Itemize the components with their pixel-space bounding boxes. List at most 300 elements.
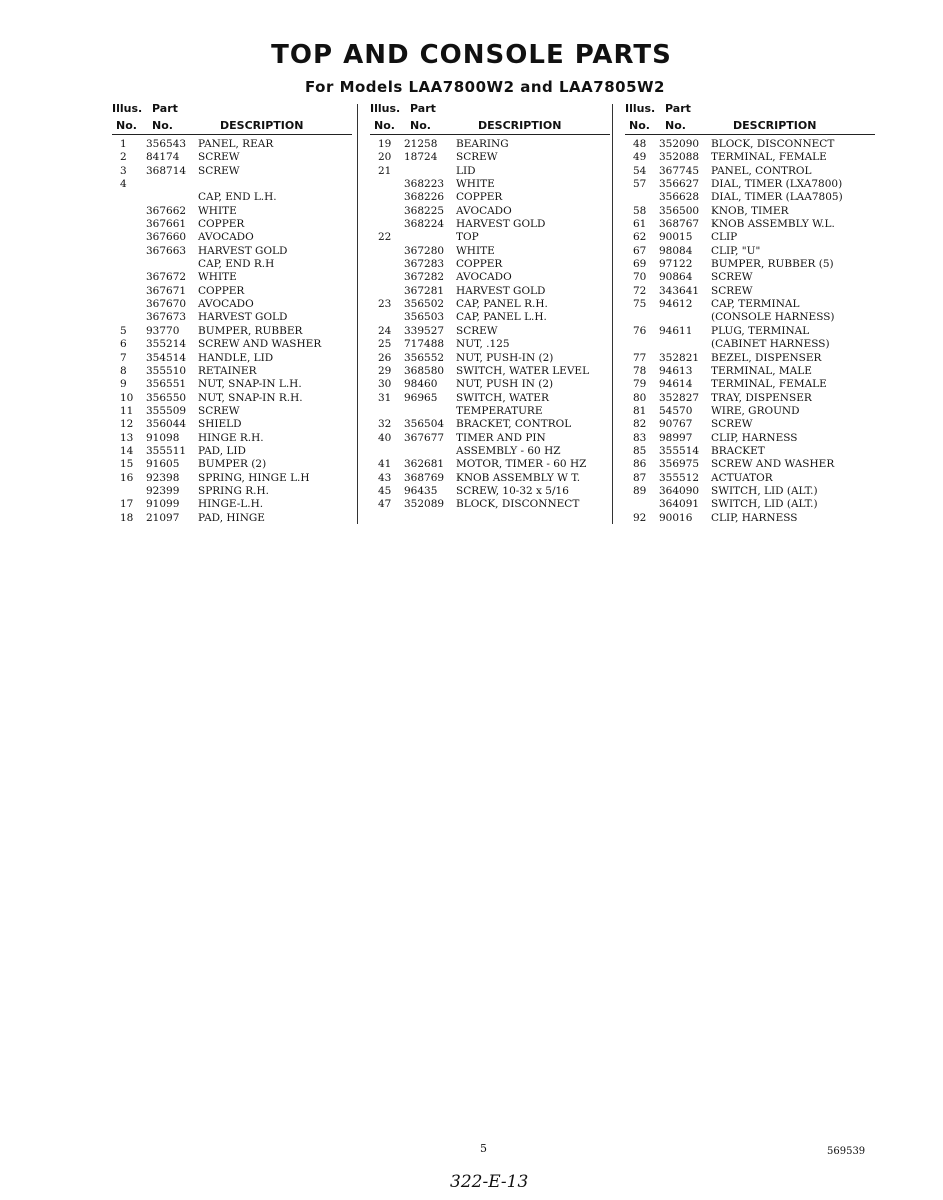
part-number: 90864 xyxy=(659,271,693,284)
part-number: 367660 xyxy=(146,231,187,244)
illus-number: 77 xyxy=(633,351,647,364)
column-divider xyxy=(357,104,358,524)
parts-row xyxy=(370,392,610,405)
part-number: 354514 xyxy=(146,351,187,364)
illus-number: 24 xyxy=(378,324,392,337)
part-description: KNOB, TIMER xyxy=(711,204,789,217)
parts-row xyxy=(370,445,610,458)
part-description: BEARING xyxy=(456,138,509,150)
part-description: SCREW xyxy=(711,418,753,431)
parts-row xyxy=(625,498,875,511)
part-number: 352821 xyxy=(659,351,700,364)
parts-row xyxy=(625,445,875,458)
part-description: NUT, PUSH IN (2) xyxy=(456,378,554,391)
part-description: ACTUATOR xyxy=(711,471,773,484)
parts-row xyxy=(112,271,352,284)
part-description: HARVEST GOLD xyxy=(198,244,288,257)
part-description: PLUG, TERMINAL xyxy=(711,324,810,337)
part-description: BLOCK, DISCONNECT xyxy=(711,138,835,150)
header-description: DESCRIPTION xyxy=(220,119,304,132)
parts-row xyxy=(370,365,610,378)
illus-number: 41 xyxy=(378,458,392,471)
parts-row xyxy=(370,498,610,511)
parts-row xyxy=(112,258,352,271)
header-no: No. xyxy=(374,119,395,132)
part-description: KNOB ASSEMBLY W.L. xyxy=(711,218,835,231)
parts-row xyxy=(370,245,610,258)
part-description: CAP, PANEL R.H. xyxy=(456,298,548,311)
illus-number: 79 xyxy=(633,378,647,391)
part-number: 356550 xyxy=(146,391,187,404)
parts-row xyxy=(370,485,610,498)
part-number: 94613 xyxy=(659,364,693,377)
header-description: DESCRIPTION xyxy=(733,119,817,132)
part-number: 18724 xyxy=(404,151,438,164)
part-description: RETAINER xyxy=(198,364,257,377)
illus-number: 32 xyxy=(378,418,392,431)
part-description: SCREW AND WASHER xyxy=(711,458,835,471)
part-number: 368714 xyxy=(146,164,187,177)
illus-number: 40 xyxy=(378,431,392,444)
part-number: 356503 xyxy=(404,311,445,324)
parts-row xyxy=(112,432,352,445)
part-number: 84174 xyxy=(146,151,180,164)
part-description: NUT, SNAP-IN R.H. xyxy=(198,391,303,404)
illus-number: 19 xyxy=(378,138,392,150)
illus-number: 16 xyxy=(120,471,134,484)
part-description: PAD, HINGE xyxy=(198,511,265,524)
part-number: 367677 xyxy=(404,431,445,444)
part-description: HINGE-L.H. xyxy=(198,498,264,511)
part-description: ASSEMBLY - 60 HZ xyxy=(456,444,561,457)
parts-row xyxy=(112,311,352,324)
header-part-no: No. xyxy=(665,119,686,132)
illus-number: 78 xyxy=(633,364,647,377)
part-number: 343641 xyxy=(659,284,700,297)
part-number: 98084 xyxy=(659,244,693,257)
parts-row xyxy=(112,352,352,365)
part-description: LID xyxy=(456,164,476,177)
part-description: WHITE xyxy=(456,178,495,191)
parts-row xyxy=(625,191,875,204)
parts-row xyxy=(370,258,610,271)
parts-row xyxy=(370,165,610,178)
header-part-no: No. xyxy=(152,119,173,132)
illus-number: 47 xyxy=(378,498,392,511)
part-number: 94612 xyxy=(659,298,693,311)
part-number: 21097 xyxy=(146,511,180,524)
illus-number: 54 xyxy=(633,164,647,177)
part-number: 339527 xyxy=(404,324,445,337)
illus-number: 57 xyxy=(633,178,647,191)
part-description: DIAL, TIMER (LXA7800) xyxy=(711,178,843,191)
parts-row xyxy=(370,352,610,365)
part-description: TRAY, DISPENSER xyxy=(711,391,812,404)
parts-row xyxy=(112,325,352,338)
illus-number: 2 xyxy=(120,151,127,164)
part-number: 54570 xyxy=(659,404,693,417)
part-description: COPPER xyxy=(456,258,503,271)
part-number: 90016 xyxy=(659,511,693,524)
part-description: BRACKET, CONTROL xyxy=(456,418,572,431)
header-no: No. xyxy=(629,119,650,132)
illus-number: 15 xyxy=(120,458,134,471)
part-number: 355514 xyxy=(659,444,700,457)
parts-row xyxy=(370,178,610,191)
illus-number: 13 xyxy=(120,431,134,444)
part-number: 97122 xyxy=(659,258,693,271)
part-description: TIMER AND PIN xyxy=(456,431,546,444)
part-description: NUT, SNAP-IN L.H. xyxy=(198,378,302,391)
illus-number: 89 xyxy=(633,484,647,497)
part-number: 362681 xyxy=(404,458,445,471)
part-description: CAP, END L.H. xyxy=(198,191,277,204)
part-description: CLIP, "U" xyxy=(711,244,761,257)
part-description: BEZEL, DISPENSER xyxy=(711,351,822,364)
part-number: 96435 xyxy=(404,484,438,497)
part-number: 356627 xyxy=(659,178,700,191)
part-number: 352088 xyxy=(659,151,700,164)
part-description: SCREW xyxy=(198,151,240,164)
part-description: HARVEST GOLD xyxy=(198,311,288,324)
part-number: 367745 xyxy=(659,164,700,177)
parts-row xyxy=(112,365,352,378)
part-description: KNOB ASSEMBLY W T. xyxy=(456,471,581,484)
parts-row xyxy=(112,138,352,151)
part-description: DIAL, TIMER (LAA7805) xyxy=(711,191,843,204)
part-number: 91098 xyxy=(146,431,180,444)
parts-row xyxy=(112,472,352,485)
part-description: PANEL, CONTROL xyxy=(711,164,812,177)
header-part: Part xyxy=(410,102,436,115)
part-number: 356551 xyxy=(146,378,187,391)
part-description: CAP, END R.H xyxy=(198,258,275,271)
part-number: 717488 xyxy=(404,338,445,351)
parts-row xyxy=(112,498,352,511)
part-number: 94611 xyxy=(659,324,693,337)
illus-number: 85 xyxy=(633,444,647,457)
part-number: 368767 xyxy=(659,218,700,231)
parts-row xyxy=(625,512,875,525)
parts-row xyxy=(370,405,610,418)
illus-number: 7 xyxy=(120,351,127,364)
parts-row xyxy=(625,338,875,351)
part-description: AVOCADO xyxy=(456,271,512,284)
parts-row xyxy=(112,392,352,405)
parts-row xyxy=(112,445,352,458)
part-description: SWITCH, WATER LEVEL xyxy=(456,364,590,377)
parts-row xyxy=(370,338,610,351)
illus-number: 80 xyxy=(633,391,647,404)
part-number: 367281 xyxy=(404,284,445,297)
illus-number: 76 xyxy=(633,324,647,337)
part-number: 367670 xyxy=(146,298,187,311)
part-number: 355214 xyxy=(146,338,187,351)
part-description: BUMPER (2) xyxy=(198,458,267,471)
part-description: MOTOR, TIMER - 60 HZ xyxy=(456,458,587,471)
part-number: 368223 xyxy=(404,178,445,191)
part-number: 356543 xyxy=(146,138,187,150)
part-number: 367661 xyxy=(146,218,187,231)
illus-number: 92 xyxy=(633,511,647,524)
illus-number: 58 xyxy=(633,204,647,217)
parts-row xyxy=(625,365,875,378)
parts-row xyxy=(625,285,875,298)
illus-number: 21 xyxy=(378,164,392,177)
part-number: 356500 xyxy=(659,204,700,217)
parts-row xyxy=(625,458,875,471)
part-number: 21258 xyxy=(404,138,438,150)
part-description: SWITCH, WATER xyxy=(456,391,549,404)
part-description: WHITE xyxy=(198,271,237,284)
parts-row xyxy=(112,151,352,164)
part-description: BUMPER, RUBBER (5) xyxy=(711,258,834,271)
illus-number: 6 xyxy=(120,338,127,351)
parts-row xyxy=(625,245,875,258)
illus-number: 48 xyxy=(633,138,647,150)
part-number: 367672 xyxy=(146,271,187,284)
illus-number: 62 xyxy=(633,231,647,244)
part-number: 355511 xyxy=(146,444,187,457)
illus-number: 14 xyxy=(120,444,134,457)
illus-number: 23 xyxy=(378,298,392,311)
parts-row xyxy=(370,138,610,151)
parts-row xyxy=(370,325,610,338)
parts-row xyxy=(112,298,352,311)
illus-number: 67 xyxy=(633,244,647,257)
parts-rows xyxy=(625,138,875,525)
parts-row xyxy=(625,405,875,418)
parts-row xyxy=(370,418,610,431)
parts-row xyxy=(625,392,875,405)
parts-column-1 xyxy=(112,100,352,525)
parts-row xyxy=(112,458,352,471)
part-description: BUMPER, RUBBER xyxy=(198,324,303,337)
illus-number: 86 xyxy=(633,458,647,471)
illus-number: 4 xyxy=(120,178,127,191)
parts-row xyxy=(370,285,610,298)
parts-rows xyxy=(370,138,610,512)
part-description: CAP, TERMINAL xyxy=(711,298,800,311)
part-description: SWITCH, LID (ALT.) xyxy=(711,498,818,511)
part-number: 98997 xyxy=(659,431,693,444)
part-number: 91099 xyxy=(146,498,180,511)
part-number: 367283 xyxy=(404,258,445,271)
illus-number: 31 xyxy=(378,391,392,404)
part-description: HANDLE, LID xyxy=(198,351,274,364)
part-number: 93770 xyxy=(146,324,180,337)
parts-row xyxy=(112,165,352,178)
part-description: SWITCH, LID (ALT.) xyxy=(711,484,818,497)
header-illus: Illus. xyxy=(625,102,656,115)
part-number: 368224 xyxy=(404,218,445,231)
part-description: WHITE xyxy=(456,244,495,257)
parts-row xyxy=(370,378,610,391)
part-number: 367671 xyxy=(146,284,187,297)
part-number: 356504 xyxy=(404,418,445,431)
part-description: SCREW xyxy=(198,164,240,177)
part-description: AVOCADO xyxy=(198,231,254,244)
part-description: AVOCADO xyxy=(198,298,254,311)
parts-row xyxy=(625,472,875,485)
column-header xyxy=(625,100,875,135)
part-description: SCREW xyxy=(711,284,753,297)
illus-number: 11 xyxy=(120,404,134,417)
parts-row xyxy=(625,378,875,391)
illus-number: 25 xyxy=(378,338,392,351)
part-description: TERMINAL, FEMALE xyxy=(711,151,827,164)
parts-row xyxy=(112,231,352,244)
parts-row xyxy=(625,205,875,218)
illus-number: 22 xyxy=(378,231,392,244)
illus-number: 87 xyxy=(633,471,647,484)
document-code: 569539 xyxy=(827,1146,866,1157)
part-description: NUT, .125 xyxy=(456,338,510,351)
illus-number: 61 xyxy=(633,218,647,231)
parts-row xyxy=(625,231,875,244)
part-number: 368225 xyxy=(404,204,445,217)
part-description: SPRING R.H. xyxy=(198,484,269,497)
part-description: CLIP, HARNESS xyxy=(711,511,798,524)
part-number: 90767 xyxy=(659,418,693,431)
part-number: 368769 xyxy=(404,471,445,484)
parts-row xyxy=(112,191,352,204)
parts-row xyxy=(625,418,875,431)
page-subtitle: For Models LAA7800W2 and LAA7805W2 xyxy=(305,78,665,96)
illus-number: 12 xyxy=(120,418,134,431)
part-description: BLOCK, DISCONNECT xyxy=(456,498,580,511)
parts-row xyxy=(370,191,610,204)
part-number: 92398 xyxy=(146,471,180,484)
illus-number: 82 xyxy=(633,418,647,431)
parts-row xyxy=(370,432,610,445)
parts-row xyxy=(112,205,352,218)
parts-row xyxy=(625,138,875,151)
illus-number: 26 xyxy=(378,351,392,364)
part-description: SHIELD xyxy=(198,418,242,431)
illus-number: 69 xyxy=(633,258,647,271)
part-number: 368580 xyxy=(404,364,445,377)
illus-number: 29 xyxy=(378,364,392,377)
part-description: SCREW xyxy=(456,324,498,337)
part-description: WHITE xyxy=(198,204,237,217)
part-description: HARVEST GOLD xyxy=(456,218,546,231)
parts-row xyxy=(625,151,875,164)
parts-row xyxy=(370,311,610,324)
part-number: 364090 xyxy=(659,484,700,497)
parts-row xyxy=(625,432,875,445)
part-description: COPPER xyxy=(198,218,245,231)
column-header xyxy=(112,100,352,135)
page-title: TOP AND CONSOLE PARTS xyxy=(271,40,672,70)
part-number: 356628 xyxy=(659,191,700,204)
parts-row xyxy=(625,485,875,498)
parts-row xyxy=(112,512,352,525)
parts-row xyxy=(112,418,352,431)
header-part: Part xyxy=(152,102,178,115)
part-description: (CONSOLE HARNESS) xyxy=(711,311,835,324)
part-number: 356552 xyxy=(404,351,445,364)
part-description: CAP, PANEL L.H. xyxy=(456,311,547,324)
part-description: CLIP, HARNESS xyxy=(711,431,798,444)
part-number: 368226 xyxy=(404,191,445,204)
part-description: AVOCADO xyxy=(456,204,512,217)
part-description: PANEL, REAR xyxy=(198,138,274,150)
parts-row xyxy=(370,298,610,311)
parts-row xyxy=(625,178,875,191)
part-description: CLIP xyxy=(711,231,738,244)
part-number: 356975 xyxy=(659,458,700,471)
part-number: 367282 xyxy=(404,271,445,284)
part-description: SCREW xyxy=(198,404,240,417)
illus-number: 10 xyxy=(120,391,134,404)
parts-row xyxy=(370,218,610,231)
parts-row xyxy=(625,325,875,338)
illus-number: 43 xyxy=(378,471,392,484)
parts-row xyxy=(112,218,352,231)
part-number: 356044 xyxy=(146,418,187,431)
illus-number: 75 xyxy=(633,298,647,311)
parts-row xyxy=(625,271,875,284)
part-description: (CABINET HARNESS) xyxy=(711,338,830,351)
parts-row xyxy=(370,472,610,485)
parts-row xyxy=(370,231,610,244)
part-number: 356502 xyxy=(404,298,445,311)
illus-number: 18 xyxy=(120,511,134,524)
part-number: 367673 xyxy=(146,311,187,324)
column-divider xyxy=(612,104,613,524)
part-number: 352827 xyxy=(659,391,700,404)
parts-column-3 xyxy=(625,100,875,525)
parts-column-2 xyxy=(370,100,610,512)
part-number: 355510 xyxy=(146,364,187,377)
parts-row xyxy=(625,311,875,324)
part-description: WIRE, GROUND xyxy=(711,404,800,417)
illus-number: 81 xyxy=(633,404,647,417)
part-number: 90015 xyxy=(659,231,693,244)
part-description: SCREW xyxy=(711,271,753,284)
parts-row xyxy=(112,178,352,191)
part-description: TEMPERATURE xyxy=(456,404,543,417)
parts-row xyxy=(112,405,352,418)
part-number: 91605 xyxy=(146,458,180,471)
header-no: No. xyxy=(116,119,137,132)
part-number: 352089 xyxy=(404,498,445,511)
parts-row xyxy=(625,218,875,231)
illus-number: 20 xyxy=(378,151,392,164)
illus-number: 30 xyxy=(378,378,392,391)
illus-number: 1 xyxy=(120,138,127,150)
part-number: 94614 xyxy=(659,378,693,391)
part-number: 355512 xyxy=(659,471,700,484)
illus-number: 83 xyxy=(633,431,647,444)
parts-rows xyxy=(112,138,352,525)
illus-number: 49 xyxy=(633,151,647,164)
part-number: 96965 xyxy=(404,391,438,404)
part-description: HINGE R.H. xyxy=(198,431,264,444)
illus-number: 45 xyxy=(378,484,392,497)
handwritten-note: 322-E-13 xyxy=(450,1172,529,1192)
illus-number: 5 xyxy=(120,324,127,337)
header-part: Part xyxy=(665,102,691,115)
part-description: TERMINAL, FEMALE xyxy=(711,378,827,391)
part-description: HARVEST GOLD xyxy=(456,284,546,297)
part-description: SCREW xyxy=(456,151,498,164)
part-description: COPPER xyxy=(198,284,245,297)
part-description: TOP xyxy=(456,231,479,244)
parts-row xyxy=(625,258,875,271)
parts-row xyxy=(370,151,610,164)
